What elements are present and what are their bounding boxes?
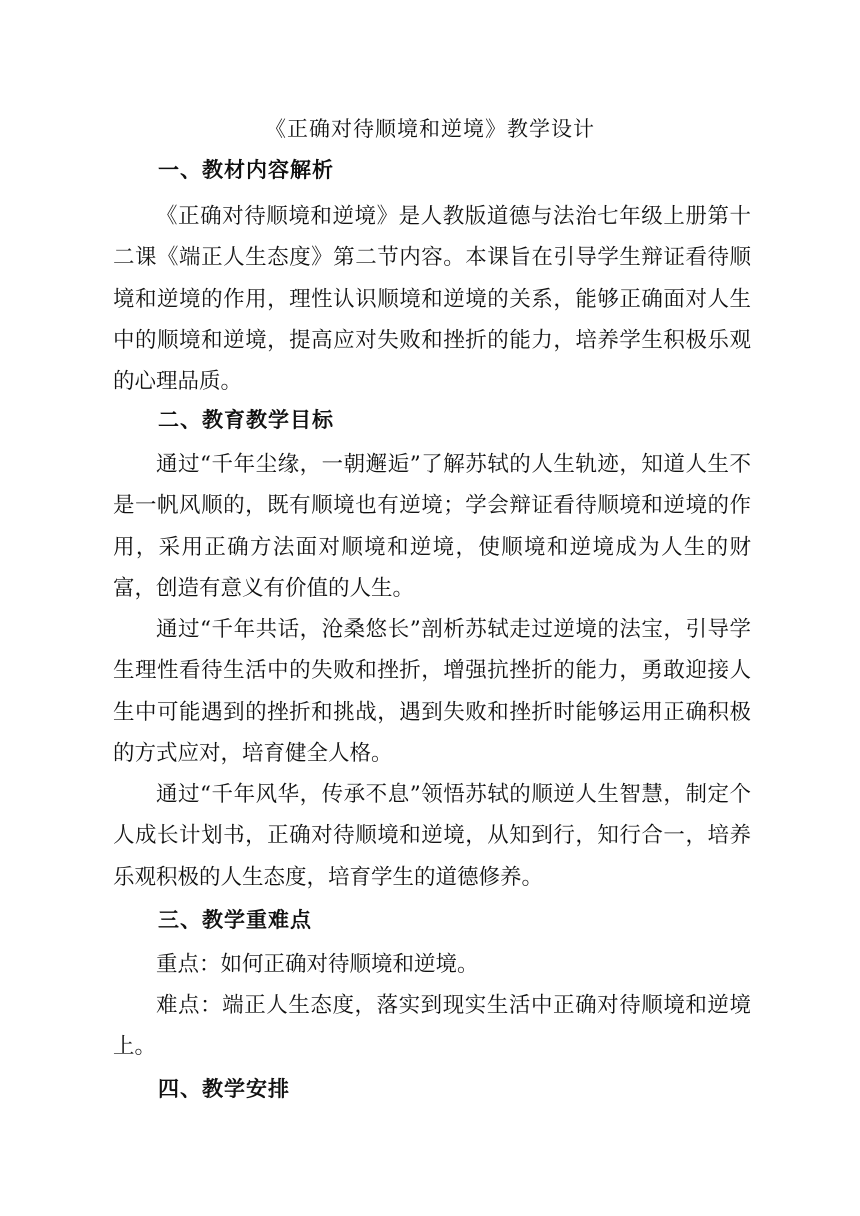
section-heading-1: 一、教材内容解析 (158, 158, 334, 182)
paragraph-1-1: 《正确对待顺境和逆境》是人教版道德与法治七年级上册第十二课《端正人生态度》第二节内容。本课旨在引导学生辩证看待顺境和逆境的作用，理性认识顺境和逆境的关系，能够正确面对人生中的顺境和逆境，提高应对失败和挫折的能力，培养学生积极乐观的心理品质。 (113, 204, 751, 395)
paragraph-3-1: 重点：如何正确对待顺境和逆境。 (156, 952, 479, 977)
paragraph-2-3: 通过“千年风华，传承不息”领悟苏轼的顺逆人生智慧，制定个人成长计划书，正确对待顺境和逆境，从知到行，知行合一，培养乐观积极的人生态度，培育学生的道德修养。 (113, 782, 751, 890)
section-heading-4: 四、教学安排 (158, 1077, 290, 1101)
document-title: 《正确对待顺境和逆境》教学设计 (265, 117, 595, 141)
paragraph-2-2: 通过“千年共话，沧桑悠长”剖析苏轼走过逆境的法宝，引导学生理性看待生活中的失败和挫折，增强抗挫折的能力，勇敢迎接人生中可能遇到的挫折和挑战，遇到失败和挫折时能够运用正确积极的方式应对，培育健全人格。 (113, 617, 751, 766)
section-heading-2: 二、教育教学目标 (158, 408, 334, 432)
paragraph-3-2: 难点：端正人生态度，落实到现实生活中正确对待顺境和逆境上。 (113, 993, 751, 1060)
paragraph-2-1: 通过“千年尘缘，一朝邂逅”了解苏轼的人生轨迹，知道人生不是一帆风顺的，既有顺境也有逆境；学会辩证看待顺境和逆境的作用，采用正确方法面对顺境和逆境，使顺境和逆境成为人生的财富，创造有意义有价值的人生。 (113, 452, 751, 601)
section-heading-3: 三、教学重难点 (158, 908, 312, 932)
